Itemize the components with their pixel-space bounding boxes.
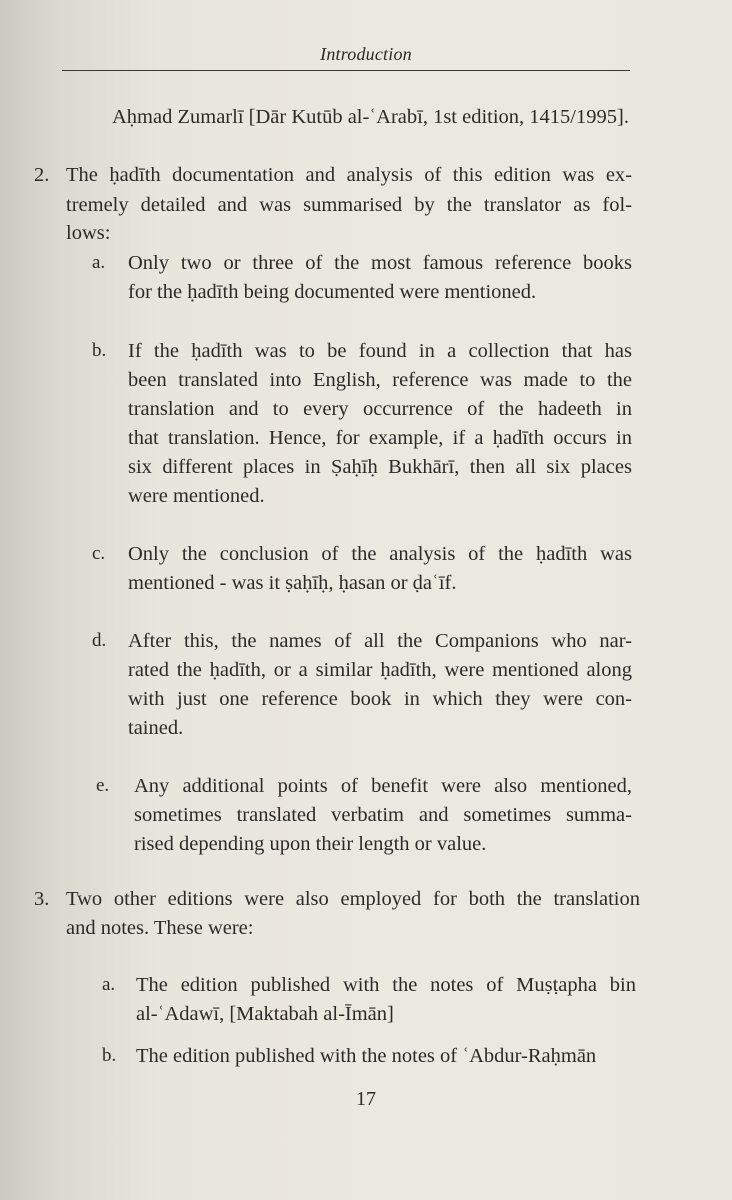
item-line: The ḥadīth documentation and analysis of this edition was ex- <box>66 164 632 186</box>
subitem-letter: b. <box>102 1045 117 1066</box>
subitem-letter: d. <box>92 630 107 651</box>
subitem-line: sometimes translated verbatim and sometimes summa- <box>134 804 632 826</box>
item-line: tremely detailed and was summarised by the translator as fol- <box>66 194 632 216</box>
subitem-line: with just one reference book in which they were con- <box>128 688 632 710</box>
item-number: 3. <box>34 888 50 910</box>
subitem-letter: a. <box>92 252 106 273</box>
subitem-line: After this, the names of all the Companions who nar- <box>128 630 632 652</box>
subitem-line: been translated into English, reference was made to the <box>128 369 632 391</box>
subitem-line: Only two or three of the most famous reference books <box>128 252 632 274</box>
subitem-letter: e. <box>96 775 110 796</box>
page-number: 17 <box>356 1088 376 1110</box>
subitem-letter: a. <box>102 974 116 995</box>
subitem-line: tained. <box>128 717 184 739</box>
subitem-line: that translation. Hence, for example, if a ḥadīth occurs in <box>128 427 632 449</box>
subitem-letter: b. <box>92 340 107 361</box>
item-number: 2. <box>34 164 50 186</box>
subitem-letter: c. <box>92 543 106 564</box>
subitem-line: al-ʿAdawī, [Maktabah al-Īmān] <box>136 1003 394 1025</box>
intro-line: Aḥmad Zumarlī [Dār Kutūb al-ʿArabī, 1st edition, 1415/1995]. <box>112 106 629 128</box>
item-line: lows: <box>66 222 111 244</box>
subitem-line: The edition published with the notes of ʿAbdur-Raḥmān <box>136 1045 597 1067</box>
subitem-line: mentioned - was it ṣaḥīḥ, ḥasan or ḍaʿīf. <box>128 572 457 594</box>
item-line: Two other editions were also employed for both the translation <box>66 888 640 910</box>
subitem-line: Any additional points of benefit were also mentioned, <box>134 775 632 797</box>
subitem-line: for the ḥadīth being documented were mentioned. <box>128 281 537 303</box>
item-line: and notes. These were: <box>66 917 254 939</box>
subitem-line: The edition published with the notes of Muṣṭapha bin <box>136 974 636 996</box>
subitem-line: rised depending upon their length or value. <box>134 833 487 855</box>
subitem-line: translation and to every occurrence of the hadeeth in <box>128 398 632 420</box>
subitem-line: six different places in Ṣaḥīḥ Bukhārī, then all six places <box>128 456 632 478</box>
subitem-line: Only the conclusion of the analysis of the ḥadīth was <box>128 543 632 565</box>
subitem-line: were mentioned. <box>128 485 265 507</box>
subitem-line: rated the ḥadīth, or a similar ḥadīth, were mentioned along <box>128 659 632 681</box>
subitem-line: If the ḥadīth was to be found in a collection that has <box>128 340 632 362</box>
header-rule <box>62 70 630 71</box>
running-head: Introduction <box>320 44 412 64</box>
